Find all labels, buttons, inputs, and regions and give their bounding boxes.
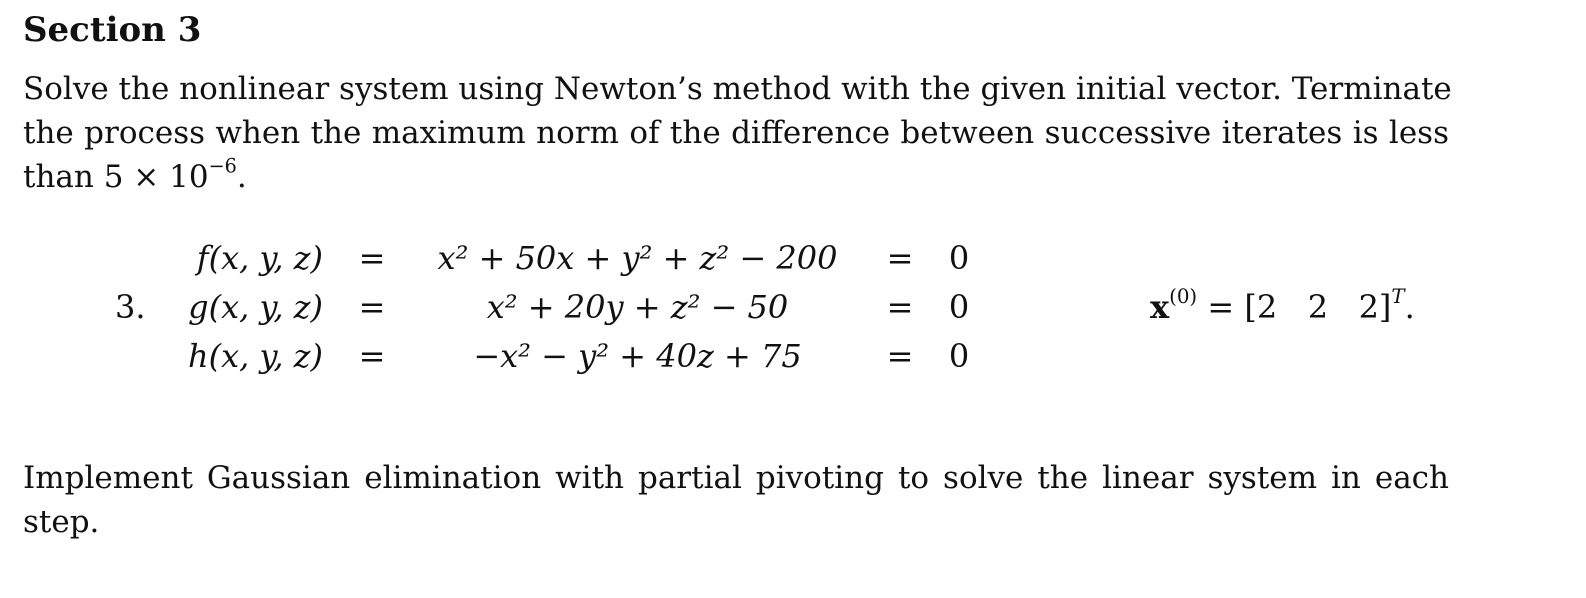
equation-1-value: 0: [948, 239, 970, 277]
problem-number: 3.: [115, 288, 146, 326]
equation-2-rhs: x² + 20y + z² − 50: [486, 288, 789, 326]
initial-vector-symbol: x: [1150, 288, 1170, 326]
initial-vector-period: .: [1404, 288, 1415, 326]
instructions-paragraph: [23, 67, 1452, 199]
equation-3-rhs: −x² − y² + 40z + 75: [473, 337, 802, 375]
initial-vector-values: [2 2 2]: [1244, 288, 1392, 326]
section-heading: Section 3: [23, 10, 202, 50]
tolerance-period: .: [236, 159, 247, 195]
initial-vector-equals: =: [1207, 288, 1235, 326]
equation-1-lhs: f(x, y, z): [196, 239, 323, 277]
equation-2-value: 0: [948, 288, 970, 326]
equation-3-equals-zero: =: [886, 337, 914, 375]
equation-1-equals-zero: =: [886, 239, 914, 277]
equation-1-equals: =: [358, 239, 386, 277]
equation-3-equals: =: [358, 337, 386, 375]
equation-2-lhs: g(x, y, z): [188, 288, 323, 326]
equation-3-value: 0: [948, 337, 970, 375]
gaussian-elimination-note: Implement Gaussian elimination with partial pivoting to solve the linear system in each step.: [23, 460, 1449, 540]
initial-vector: [1150, 285, 1415, 329]
equation-3-lhs: h(x, y, z): [188, 337, 323, 375]
equation-2-equals-zero: =: [886, 288, 914, 326]
transpose-symbol: T: [1391, 285, 1405, 309]
instructions-line-2: the process when the maximum norm of the difference between successive iterates is less: [23, 115, 1449, 151]
equation-1-rhs: x² + 50x + y² + z² − 200: [437, 239, 838, 277]
initial-vector-superscript: (0): [1169, 285, 1198, 309]
tolerance-text: than 5 × 10: [23, 159, 209, 195]
instructions-line-1: Solve the nonlinear system using Newton’s method with the given initial vector. Terminate: [23, 71, 1452, 107]
instructions-line-3: [23, 155, 1449, 199]
tolerance-exponent: −6: [208, 154, 237, 178]
equation-2-equals: =: [358, 288, 386, 326]
